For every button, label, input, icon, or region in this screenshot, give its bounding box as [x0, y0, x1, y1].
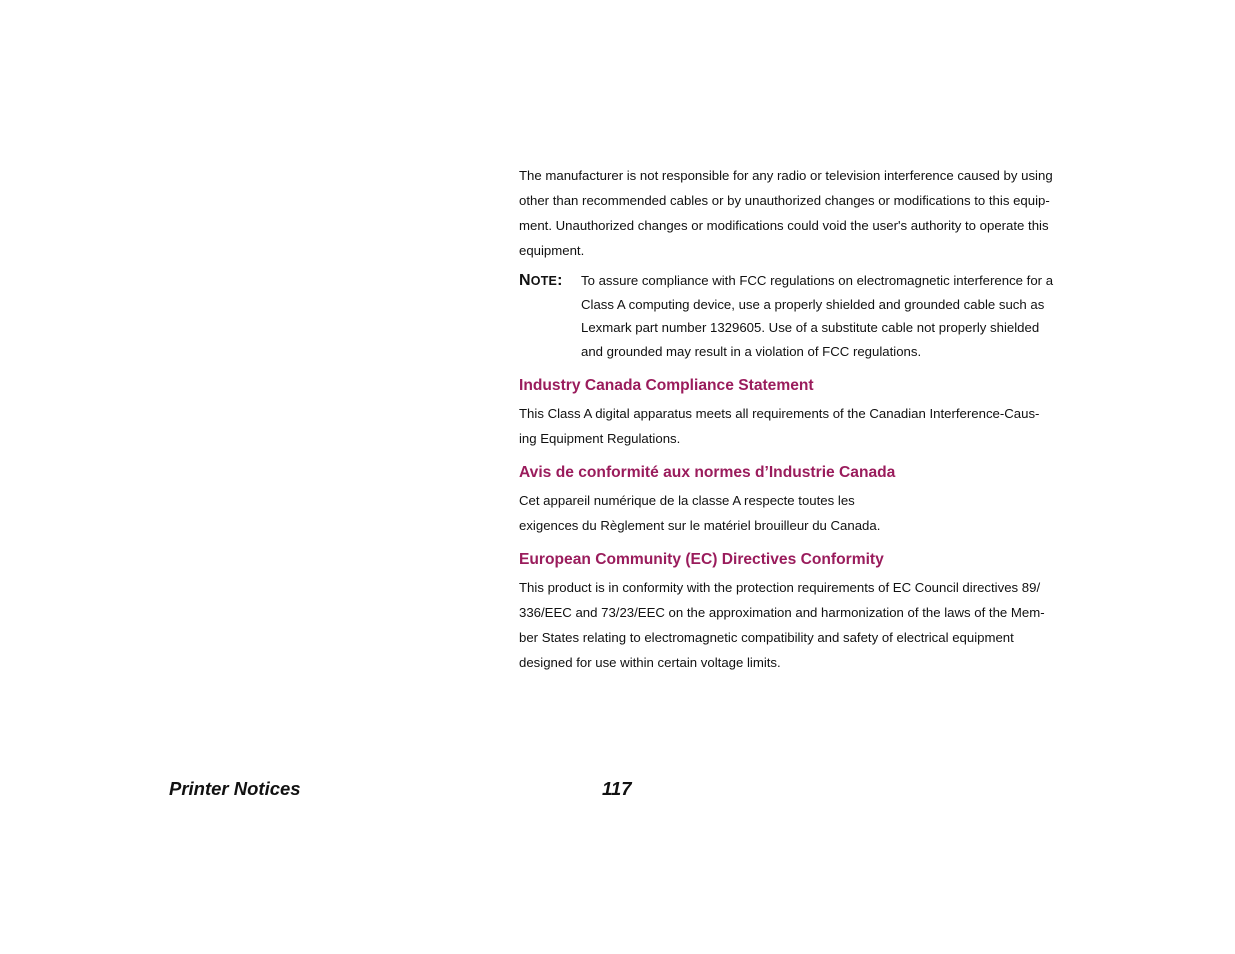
text-line: This product is in conformity with the protection requirements of EC Council directives 89/	[519, 580, 1041, 595]
page-number: 117	[602, 778, 632, 799]
footer-title: Printer Notices	[169, 778, 301, 799]
section-heading-industry-canada: Industry Canada Compliance Statement	[519, 377, 814, 394]
main-content	[519, 163, 1085, 675]
note-label-initial: N	[519, 272, 531, 289]
section-paragraph-industry-canada	[519, 401, 1085, 451]
note-label	[519, 269, 563, 293]
text-line: Cet appareil numérique de la classe A respecte toutes les	[519, 493, 855, 508]
intro-paragraph	[519, 163, 1085, 263]
note-label-colon: :	[557, 272, 563, 289]
note-text	[581, 269, 1085, 363]
text-line: To assure compliance with FCC regulations on electromagnetic interference for a	[581, 273, 1054, 288]
text-line: equipment.	[519, 243, 585, 258]
text-line: 336/EEC and 73/23/EEC on the approximation and harmonization of the laws of the Mem-	[519, 605, 1045, 620]
section-heading-avis-conformite: Avis de conformité aux normes d’Industrie Canada	[519, 464, 896, 481]
section-heading-ec-directives: European Community (EC) Directives Conformity	[519, 551, 884, 568]
text-line: ment. Unauthorized changes or modifications could void the user's authority to operate this	[519, 218, 1049, 233]
text-line: This Class A digital apparatus meets all requirements of the Canadian Interference-Caus-	[519, 406, 1040, 421]
text-line: other than recommended cables or by unauthorized changes or modifications to this equip-	[519, 193, 1050, 208]
text-line: Lexmark part number 1329605. Use of a substitute cable not properly shielded	[581, 320, 1040, 335]
text-line: exigences du Règlement sur le matériel brouilleur du Canada.	[519, 518, 881, 533]
text-line: and grounded may result in a violation of FCC regulations.	[581, 343, 922, 359]
note-block	[519, 269, 1085, 363]
text-line: The manufacturer is not responsible for any radio or television interference caused by using	[519, 168, 1053, 183]
section-paragraph-ec-directives	[519, 575, 1085, 675]
section-paragraph-avis-conformite	[519, 488, 1085, 538]
text-line: Class A computing device, use a properly shielded and grounded cable such as	[581, 296, 1045, 312]
text-line: designed for use within certain voltage limits.	[519, 655, 781, 670]
text-line: ing Equipment Regulations.	[519, 431, 681, 446]
text-line: ber States relating to electromagnetic compatibility and safety of electrical equipment	[519, 630, 1014, 645]
note-label-rest: OTE	[530, 274, 558, 288]
